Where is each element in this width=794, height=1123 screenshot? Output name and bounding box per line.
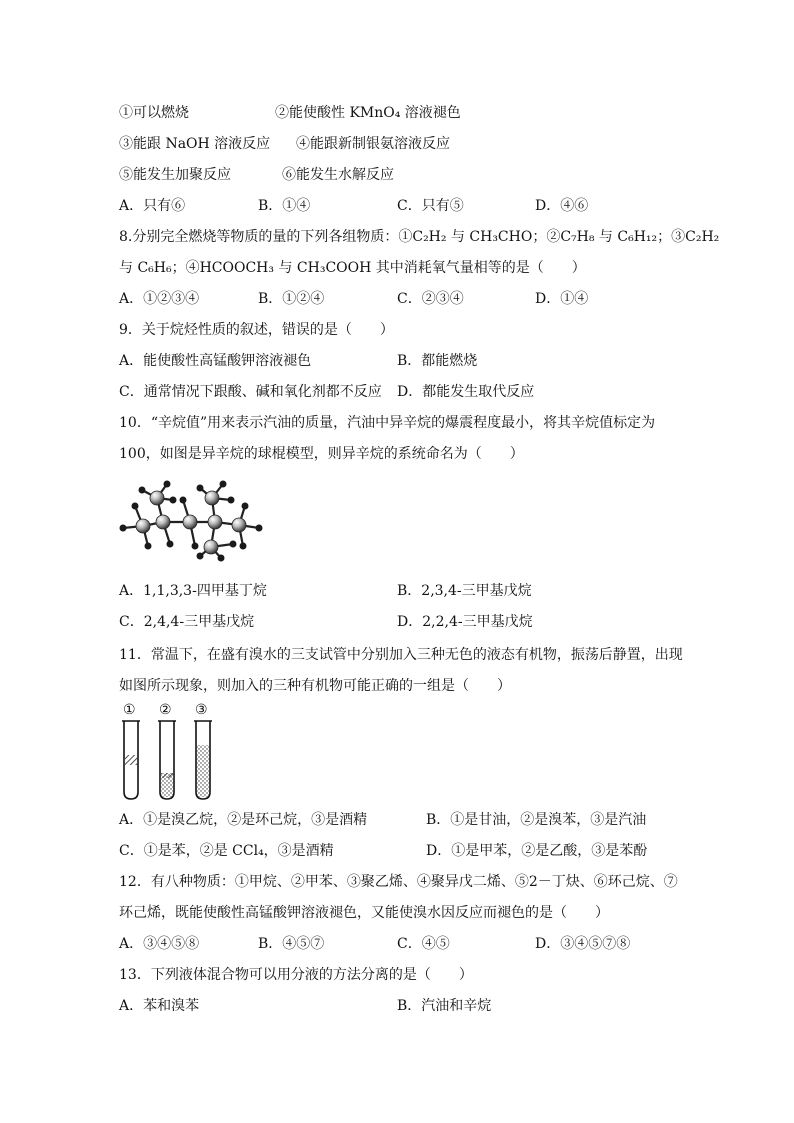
q9-option-a: A．能使酸性高锰酸钾溶液褪色 bbox=[119, 353, 312, 369]
item-row-1 bbox=[119, 103, 189, 123]
item-4: ④能跟新制银氨溶液反应 bbox=[296, 136, 450, 152]
item-row-1b bbox=[275, 103, 461, 123]
q12-stem-line1: 12．有八种物质：①甲烷、②甲苯、③聚乙烯、④聚异戊二烯、⑤2－丁炔、⑥环己烷、⑦ bbox=[119, 874, 678, 890]
item-row-2 bbox=[119, 134, 270, 154]
tube-label-3: ③ bbox=[195, 702, 208, 718]
q10-option-c: C．2,4,4-三甲基戊烷 bbox=[119, 614, 255, 630]
q12-option-a: A．③④⑤⑧ bbox=[119, 936, 200, 952]
q8-option-a: A．①②③④ bbox=[119, 291, 200, 307]
item-6: ⑥能发生水解反应 bbox=[282, 167, 394, 183]
q11-stem-line2: 如图所示现象，则加入的三种有机物可能正确的一组是（ ） bbox=[119, 678, 511, 694]
item-row-3 bbox=[119, 165, 231, 185]
tube-3 bbox=[194, 721, 212, 799]
isooctane-ball-stick-model bbox=[115, 478, 275, 563]
tube-1 bbox=[122, 721, 140, 799]
q10-option-a: A．1,1,3,3-四甲基丁烷 bbox=[119, 583, 267, 599]
item-2: ②能使酸性 KMnO₄ 溶液褪色 bbox=[275, 105, 461, 121]
q10-option-b: B．2,3,4-三甲基戊烷 bbox=[397, 583, 532, 599]
q13-stem: 13．下列液体混合物可以用分液的方法分离的是（ ） bbox=[119, 967, 473, 983]
option-d: D．④⑥ bbox=[535, 198, 589, 214]
q13-option-a: A．苯和溴苯 bbox=[119, 998, 200, 1014]
tube-2 bbox=[158, 721, 176, 799]
item-row-3b bbox=[282, 165, 394, 185]
q11-option-a: A．①是溴乙烷，②是环己烷，③是酒精 bbox=[119, 812, 368, 828]
q10-stem-line1: 10．“辛烷值”用来表示汽油的质量，汽油中异辛烷的爆震程度最小，将其辛烷值标定为 bbox=[119, 415, 656, 431]
q8-option-b: B．①②④ bbox=[258, 291, 325, 307]
q12-option-d: D．③④⑤⑦⑧ bbox=[535, 936, 631, 952]
item-5: ⑤能发生加聚反应 bbox=[119, 167, 231, 183]
q12-option-c: C．④⑤ bbox=[397, 936, 450, 952]
option-a: A．只有⑥ bbox=[119, 198, 186, 214]
option-c: C．只有⑤ bbox=[397, 198, 464, 214]
q11-option-d: D．①是甲苯，②是乙酸，③是苯酚 bbox=[426, 843, 648, 859]
option-b: B．①④ bbox=[258, 198, 311, 214]
q8-stem-line2: 与 C₆H₆；④HCOOCH₃ 与 CH₃COOH 其中消耗氧气量相等的是（ ） bbox=[119, 260, 586, 276]
prev-options bbox=[119, 196, 185, 216]
item-1: ①可以燃烧 bbox=[119, 105, 189, 121]
q11-stem-line1: 11．常温下，在盛有溴水的三支试管中分别加入三种无色的液态有机物，振荡后静置，出现 bbox=[119, 647, 683, 663]
q11-option-c: C．①是苯，②是 CCl₄，③是酒精 bbox=[119, 843, 334, 859]
q10-option-d: D．2,2,4-三甲基戊烷 bbox=[397, 614, 533, 630]
q13-option-b: B．汽油和辛烷 bbox=[397, 998, 492, 1014]
q10-stem-line2: 100，如图是异辛烷的球棍模型，则异辛烷的系统命名为（ ） bbox=[119, 446, 524, 462]
q11-option-b: B．①是甘油，②是溴苯，③是汽油 bbox=[426, 812, 647, 828]
q9-option-d: D．都能发生取代反应 bbox=[397, 384, 535, 400]
q9-option-b: B．都能燃烧 bbox=[397, 353, 478, 369]
q9-stem: 9．关于烷烃性质的叙述，错误的是（ ） bbox=[119, 322, 394, 338]
q8-option-d: D．①④ bbox=[535, 291, 589, 307]
tube-label-2: ② bbox=[159, 702, 172, 718]
q8-option-c: C．②③④ bbox=[397, 291, 464, 307]
q8-stem-line1: 8.分别完全燃烧等物质的量的下列各组物质：①C₂H₂ 与 CH₃CHO；②C₇H₈ 与 C₆H₁₂；③C₂H₂ bbox=[119, 229, 720, 245]
q12-option-b: B．④⑤⑦ bbox=[258, 936, 325, 952]
q9-option-c: C．通常情况下跟酸、碱和氧化剂都不反应 bbox=[119, 384, 382, 400]
item-3: ③能跟 NaOH 溶液反应 bbox=[119, 136, 271, 152]
q12-stem-line2: 环己烯，既能使酸性高锰酸钾溶液褪色，又能使溴水因反应而褪色的是（ ） bbox=[119, 905, 609, 921]
item-row-2b bbox=[296, 134, 450, 154]
test-tubes-figure bbox=[118, 720, 218, 802]
tube-label-1: ① bbox=[123, 702, 136, 718]
